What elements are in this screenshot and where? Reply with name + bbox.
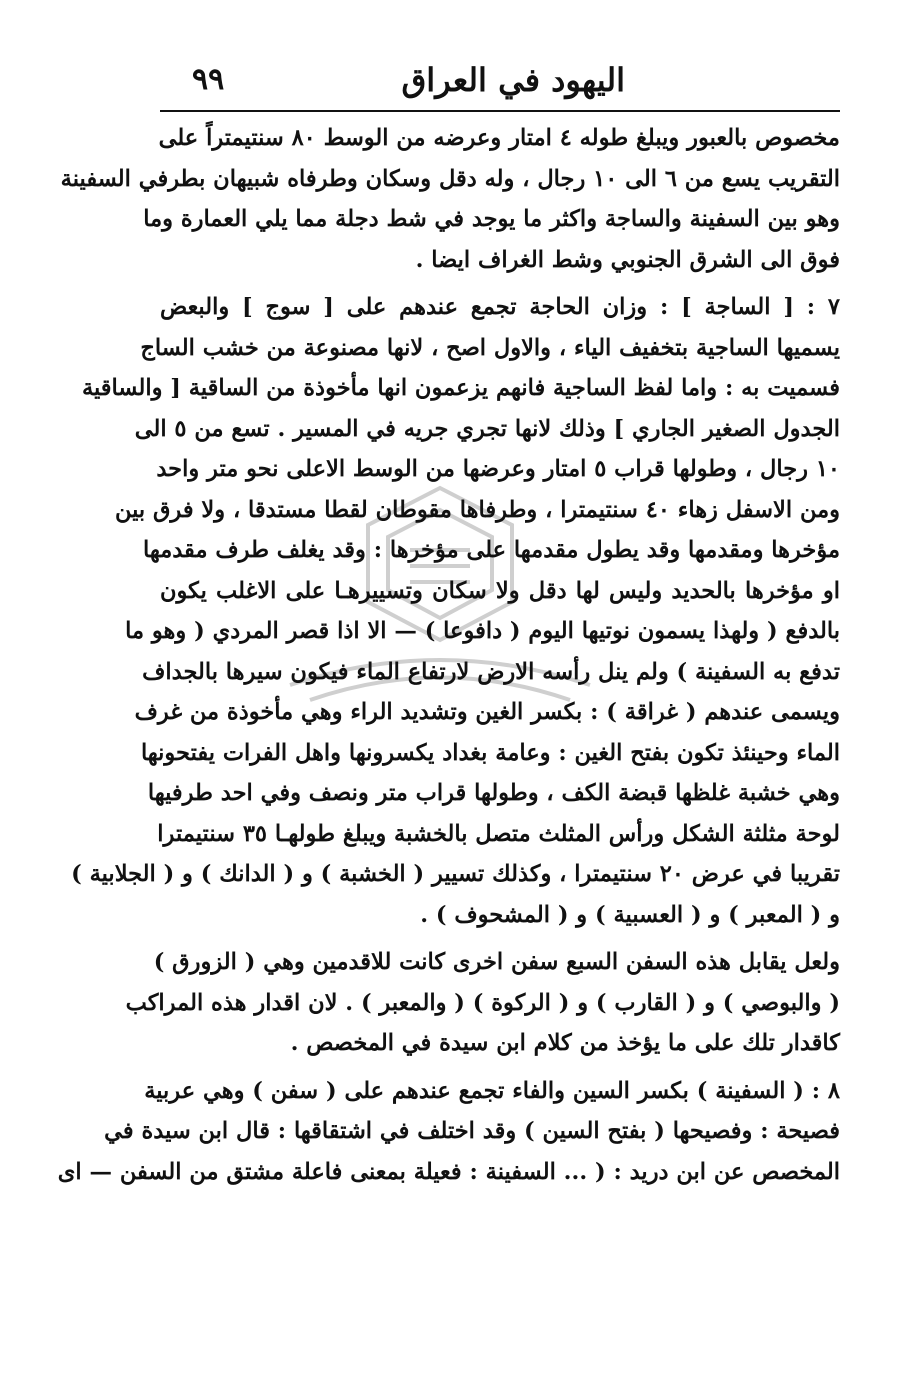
text-line: مؤخرها ومقدمها وقد يطول مقدمها على مؤخرها : وقد يغلف طرف مقدمها — [142, 537, 840, 563]
text-line: تدفع به السفينة ) ولم ينل رأسه الارض لارتفاع الماء فيكون سيرها بالجداف — [142, 658, 840, 685]
paragraph-gap — [160, 935, 840, 942]
paragraph — [71, 287, 840, 935]
page-header — [160, 56, 840, 108]
text-line: فصيحة : وفصيحها ( بفتح السين ) وقد اختلف في اشتقاقها : قال ابن سيدة في — [104, 1118, 840, 1144]
text-line: الماء وحينئذ تكون بفتح الغين : وعامة بغداد يكسرونها واهل الفرات يفتحونها — [140, 739, 840, 766]
text-line: بالدفع ( ولهذا يسمون نوتيها اليوم ( دافوعا ) — الا اذا قصر المردي ( وهو ما — [125, 618, 840, 644]
text-line: ١٠ رجال ، وطولها قراب ٥ امتار وعرضها من الوسط الاعلى نحو متر واحد — [156, 456, 840, 482]
text-line: كاقدار تلك على ما يؤخذ من كلام ابن سيدة في المخصص . — [290, 1030, 840, 1056]
page-number: ٩٩ — [192, 62, 225, 97]
text-line: لوحة مثلثة الشكل ورأس المثلث متصل بالخشبة ويبلغ طولهـا ٣٥ سنتيمترا — [157, 820, 840, 847]
text-line: ٧ : [ الساجة ] : وزان الحاجة تجمع عندهم على [ سوج ] والبعض — [160, 294, 840, 320]
running-title: اليهود في العراق — [401, 61, 625, 99]
text-line: وهي خشبة غلظها قبضة الكف ، وطولها قراب متر ونصف وفي احد طرفيها — [147, 780, 840, 806]
body-text — [57, 118, 840, 1268]
text-line: المخصص عن ابن دريد : ( ... السفينة : فعيلة بمعنى فاعلة مشتق من السفن — اى — [57, 1158, 840, 1185]
text-line: ( والبوصي ) و ( القارب ) و ( الركوة ) ( والمعبر ) . لان اقدار هذه المراكب — [125, 989, 840, 1016]
paragraph — [125, 942, 840, 1064]
text-line: التقريب يسع من ٦ الى ١٠ رجال ، وله دقل وسكان وطرفاه شبيهان بطرفي السفينة — [60, 165, 840, 192]
text-line: يسميها الساجية بتخفيف الياء ، والاول اصح ، لانها مصنوعة من خشب الساج — [140, 334, 840, 361]
text-line: ومن الاسفل زهاء ٤٠ سنتيمترا ، وطرفاها مقوطان لقطا مستدقا ، ولا فرق بين — [114, 496, 840, 523]
paragraph-gap — [160, 1064, 840, 1071]
text-line: تقريبا في عرض ٢٠ سنتيمترا ، وكذلك تسيير ( الخشبة ) و ( الدانك ) و ( الجلابية ) — [71, 861, 840, 887]
header-rule — [160, 110, 840, 112]
text-line: او مؤخرها بالحديد وليس لها دقل ولا سكان وتسييرهـا على الاغلب يكون — [160, 577, 840, 604]
text-line: ويسمى عندهم ( غراقة ) : بكسر الغين وتشديد الراء وهي مأخوذة من غرف — [134, 699, 840, 725]
paragraph-gap — [160, 280, 840, 287]
text-line: فوق الى الشرق الجنوبي وشط الغراف ايضا . — [415, 246, 840, 273]
text-line: فسميت به : واما لفظ الساجية فانهم يزعمون انها مأخوذة من الساقية [ والساقية — [81, 375, 840, 401]
text-line: وهو بين السفينة والساجة واكثر ما يوجد في شط دجلة مما يلي العمارة وما — [143, 206, 840, 232]
paragraph — [57, 1071, 840, 1193]
text-line: و ( المعبر ) و ( العسبية ) و ( المشحوف ) . — [420, 901, 840, 928]
text-line: ولعل يقابل هذه السفن السبع سفن اخرى كانت للاقدمين وهي ( الزورق ) — [153, 949, 840, 975]
text-line: ٨ : ( السفينة ) بكسر السين والفاء تجمع عندهم على ( سفن ) وهي عربية — [144, 1077, 840, 1104]
text-line: الجدول الصغير الجاري ] وذلك لانها تجري جريه في المسير . تسع من ٥ الى — [134, 415, 840, 442]
paragraph — [60, 118, 840, 280]
text-line: مخصوص بالعبور ويبلغ طوله ٤ امتار وعرضه من الوسط ٨٠ سنتيمتراً على — [158, 125, 840, 151]
